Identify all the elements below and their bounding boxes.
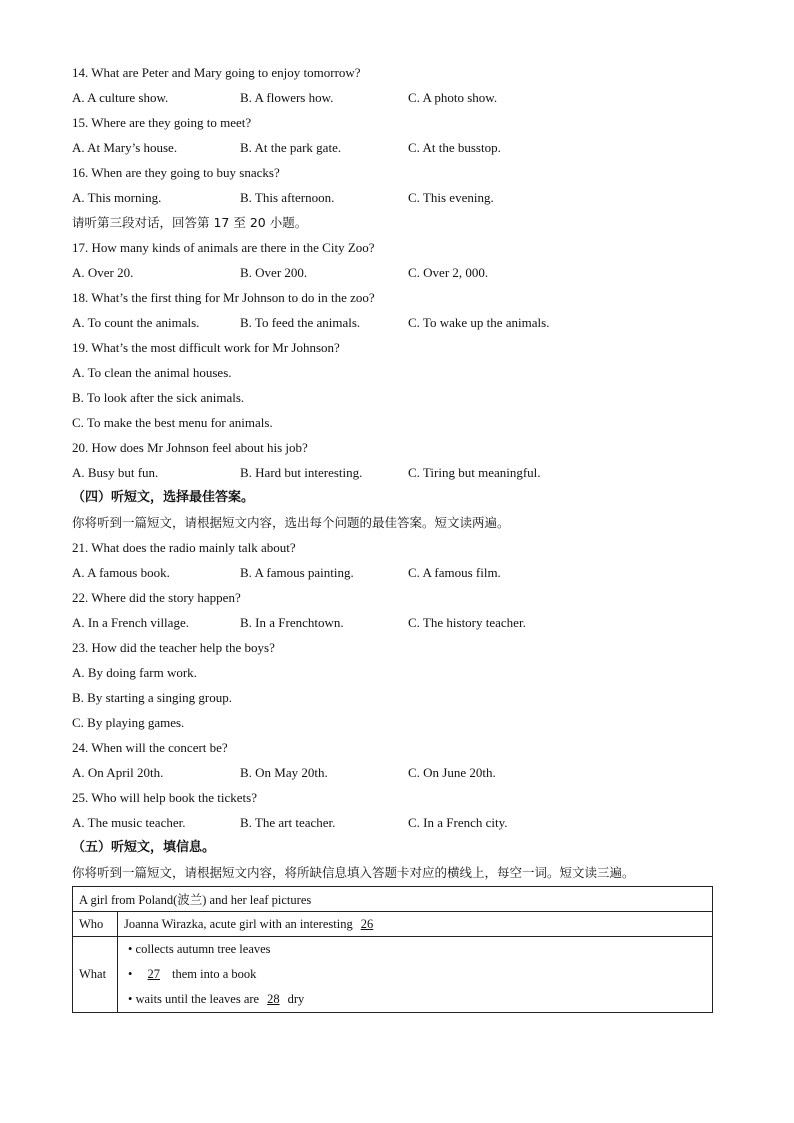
- bullet-icon: •: [128, 992, 133, 1006]
- who-label: Who: [73, 912, 118, 937]
- question-15: [72, 110, 713, 135]
- bullet-text: waits until the leaves are: [135, 992, 260, 1006]
- what-cell: [118, 937, 713, 1013]
- option-b: B. Hard but interesting.: [240, 465, 363, 480]
- question-text: 17. How many kinds of animals are there in the City Zoo?: [72, 240, 375, 255]
- bullet-icon: •: [128, 942, 133, 956]
- option-b: B. A famous painting.: [240, 565, 354, 580]
- option-a: A. On April 20th.: [72, 765, 164, 780]
- option-b: B. This afternoon.: [240, 190, 335, 205]
- part-5-instruction: 你将听到一篇短文，请根据短文内容，将所缺信息填入答题卡对应的横线上，每空一词。短文读三遍。: [72, 865, 635, 880]
- option-b: B. On May 20th.: [240, 765, 328, 780]
- option-b: B. At the park gate.: [240, 140, 342, 155]
- options-22: [72, 610, 713, 635]
- option-c: C. In a French city.: [408, 815, 508, 830]
- option-c: C. A photo show.: [408, 90, 498, 105]
- option-a: A. A famous book.: [72, 565, 170, 580]
- question-21: 21. What does the radio mainly talk about?: [72, 540, 296, 555]
- part-5-heading: （五）听短文，填信息。: [72, 840, 216, 855]
- option-a: A. To clean the animal houses.: [72, 365, 232, 380]
- info-table: [72, 886, 713, 1013]
- options-18: [72, 310, 713, 335]
- who-cell: [118, 912, 713, 937]
- option-a: A. A culture show.: [72, 90, 169, 105]
- option-a: A. By doing farm work.: [72, 665, 197, 680]
- options-21: [72, 560, 713, 585]
- option-b: B. The art teacher.: [240, 815, 336, 830]
- option-a: A. Busy but fun.: [72, 465, 159, 480]
- option-a: A. At Mary’s house.: [72, 140, 178, 155]
- section-3-intro: 请听第三段对话，回答第 17 至 20 小题。: [72, 215, 308, 230]
- options-17: [72, 260, 713, 285]
- options-14: [72, 85, 713, 110]
- options-16: [72, 185, 713, 210]
- blank-27: 27: [147, 967, 161, 981]
- option-c: C. Tiring but meaningful.: [408, 465, 541, 480]
- option-c: C. To make the best menu for animals.: [72, 415, 273, 430]
- option-a: A. This morning.: [72, 190, 162, 205]
- option-b: B. To look after the sick animals.: [72, 390, 245, 405]
- exam-page: [72, 60, 713, 1013]
- option-c: C. A famous film.: [408, 565, 501, 580]
- part-4-instruction: 你将听到一篇短文，请根据短文内容，选出每个问题的最佳答案。短文读两遍。: [72, 515, 510, 530]
- option-a: A. In a French village.: [72, 615, 189, 630]
- bullet-icon: •: [128, 967, 133, 981]
- bullet-item: [128, 962, 706, 987]
- bullet-text: collects autumn tree leaves: [135, 942, 271, 956]
- option-c: C. Over 2, 000.: [408, 265, 489, 280]
- question-text: 18. What’s the first thing for Mr Johnson to do in the zoo?: [72, 290, 375, 305]
- part-4-heading: （四）听短文，选择最佳答案。: [72, 490, 255, 505]
- question-20: 20. How does Mr Johnson feel about his job?: [72, 440, 308, 455]
- options-24: [72, 760, 713, 785]
- bullet-item: [128, 937, 706, 962]
- option-b: B. To feed the animals.: [240, 315, 361, 330]
- who-text: Joanna Wirazka, acute girl with an interesting: [124, 916, 353, 931]
- option-a: A. Over 20.: [72, 265, 134, 280]
- option-c: C. The history teacher.: [408, 615, 526, 630]
- bullet-text-end: dry: [287, 992, 305, 1006]
- question-22: 22. Where did the story happen?: [72, 590, 241, 605]
- option-c: C. At the busstop.: [408, 140, 501, 155]
- options-20: [72, 460, 713, 485]
- options-25: [72, 810, 713, 835]
- option-c: C. To wake up the animals.: [408, 315, 550, 330]
- blank-28: 28: [267, 992, 280, 1006]
- option-b: B. By starting a singing group.: [72, 690, 232, 705]
- bullet-text: them into a book: [172, 967, 257, 981]
- blank-26: 26: [360, 916, 374, 931]
- question-17: [72, 235, 713, 260]
- options-15: [72, 135, 713, 160]
- option-a: A. To count the animals.: [72, 315, 200, 330]
- question-18: [72, 285, 713, 310]
- question-23: 23. How did the teacher help the boys?: [72, 640, 275, 655]
- option-b: B. Over 200.: [240, 265, 308, 280]
- question-text: 16. When are they going to buy snacks?: [72, 165, 280, 180]
- question-19: 19. What’s the most difficult work for Mr Johnson?: [72, 340, 340, 355]
- option-c: C. This evening.: [408, 190, 494, 205]
- option-b: B. A flowers how.: [240, 90, 334, 105]
- option-c: C. By playing games.: [72, 715, 185, 730]
- option-c: C. On June 20th.: [408, 765, 496, 780]
- option-a: A. The music teacher.: [72, 815, 186, 830]
- bullet-item: [128, 987, 706, 1012]
- question-16: [72, 160, 713, 185]
- question-14: [72, 60, 713, 85]
- question-text: 15. Where are they going to meet?: [72, 115, 252, 130]
- question-text: 14. What are Peter and Mary going to enjoy tomorrow?: [72, 65, 361, 80]
- option-b: B. In a Frenchtown.: [240, 615, 344, 630]
- question-24: 24. When will the concert be?: [72, 740, 228, 755]
- table-title: A girl from Poland(波兰) and her leaf pictures: [73, 887, 713, 912]
- question-25: 25. Who will help book the tickets?: [72, 790, 257, 805]
- what-label: What: [73, 937, 118, 1013]
